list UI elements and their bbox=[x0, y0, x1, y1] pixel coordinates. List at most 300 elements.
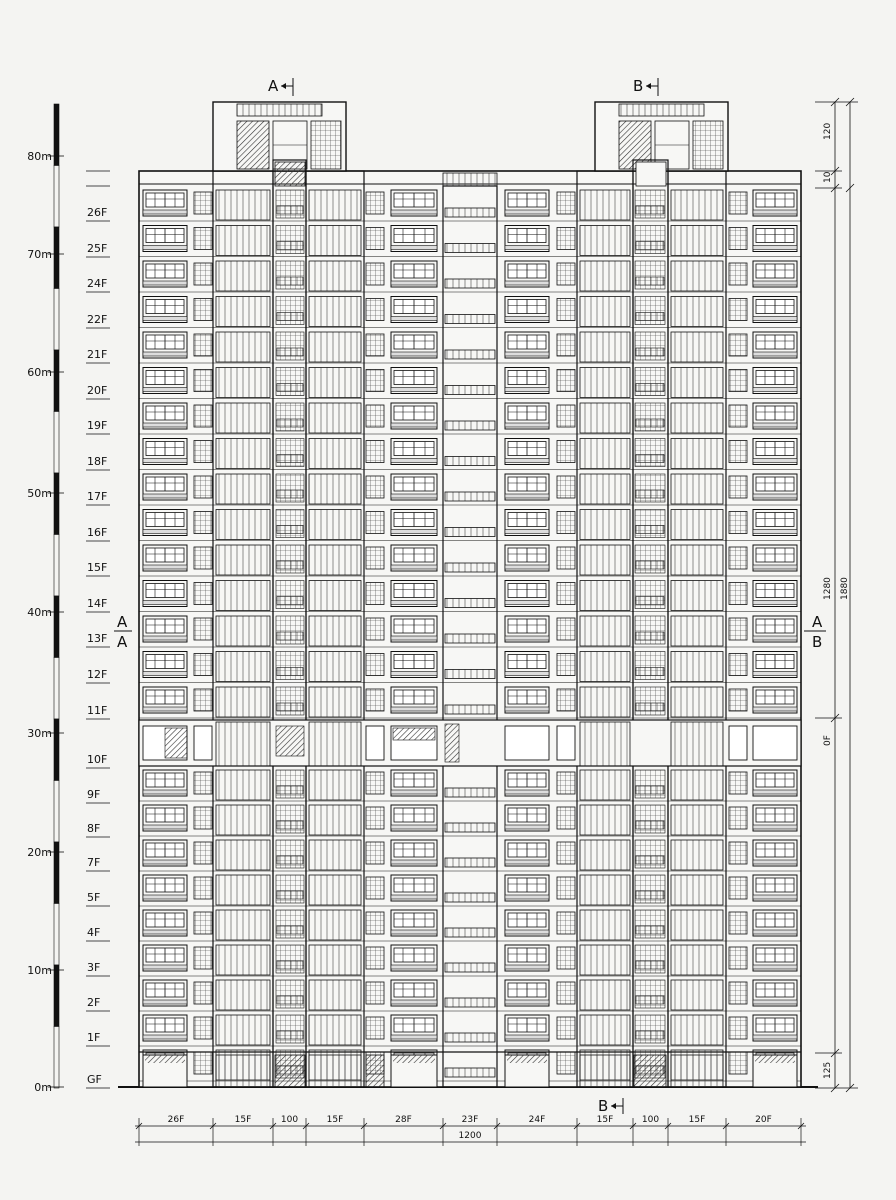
balcony-rail bbox=[391, 281, 437, 285]
small-window bbox=[194, 842, 212, 864]
facade-panel bbox=[216, 474, 270, 504]
scale-segment bbox=[54, 904, 59, 966]
balcony-rail bbox=[143, 636, 187, 640]
facade-panel bbox=[216, 439, 270, 469]
balcony-rail bbox=[391, 459, 437, 463]
facade-panel bbox=[580, 190, 630, 220]
small-window bbox=[729, 1017, 747, 1039]
floor-label: 22F bbox=[87, 313, 108, 326]
floor-label: 17F bbox=[87, 490, 108, 503]
core-balcony bbox=[445, 528, 495, 537]
floor-label: 26F bbox=[87, 206, 108, 219]
facade-panel bbox=[216, 332, 270, 362]
rooftop-structure bbox=[595, 102, 728, 171]
facade-panel bbox=[580, 510, 630, 540]
small-window bbox=[729, 772, 747, 794]
floor-label: 13F bbox=[87, 632, 108, 645]
facade-panel bbox=[216, 226, 270, 256]
facade-panel bbox=[580, 687, 630, 717]
scale-segment bbox=[54, 965, 59, 1027]
facade-panel bbox=[580, 875, 630, 905]
facade-panel bbox=[216, 770, 270, 800]
facade-panel bbox=[580, 403, 630, 433]
core-balcony bbox=[445, 823, 495, 832]
small-window bbox=[194, 476, 212, 498]
scale-segment bbox=[54, 289, 59, 351]
small-window bbox=[194, 441, 212, 463]
svg-text:B: B bbox=[633, 77, 644, 95]
facade-panel bbox=[216, 616, 270, 646]
facade-panel bbox=[309, 687, 361, 717]
small-window bbox=[194, 1017, 212, 1039]
facade-panel bbox=[580, 297, 630, 327]
small-window bbox=[194, 807, 212, 829]
balcony-rail bbox=[753, 388, 797, 392]
dim-lower-label: 0F bbox=[823, 735, 833, 746]
small-window bbox=[729, 1052, 747, 1074]
small-window bbox=[557, 689, 575, 711]
balcony-rail bbox=[505, 860, 549, 864]
small-window bbox=[194, 370, 212, 392]
balcony-rail bbox=[143, 352, 187, 356]
balcony-rail bbox=[505, 494, 549, 498]
dim-middle-label: 1280 bbox=[823, 577, 833, 600]
floor-label: 14F bbox=[87, 597, 108, 610]
balcony-rail bbox=[505, 388, 549, 392]
small-window bbox=[194, 982, 212, 1004]
floor-label: 24F bbox=[87, 277, 108, 290]
small-window bbox=[557, 1017, 575, 1039]
svg-text:B: B bbox=[598, 1097, 609, 1115]
balcony-rail bbox=[391, 1035, 437, 1039]
small-window bbox=[557, 947, 575, 969]
balcony-rail bbox=[505, 565, 549, 569]
balcony-rail bbox=[505, 790, 549, 794]
svg-text:A: A bbox=[117, 633, 128, 651]
small-window bbox=[729, 547, 747, 569]
balcony-rail bbox=[753, 494, 797, 498]
facade-panel bbox=[309, 805, 361, 835]
floor-label: GF bbox=[87, 1073, 102, 1086]
dim-label: 23F bbox=[461, 1115, 479, 1125]
balcony-rail bbox=[143, 672, 187, 676]
facade-panel bbox=[309, 261, 361, 291]
core-balcony bbox=[445, 315, 495, 324]
balcony-rail bbox=[505, 281, 549, 285]
balcony-rail bbox=[143, 860, 187, 864]
balcony-rail bbox=[391, 1000, 437, 1004]
facade-panel bbox=[671, 1015, 723, 1045]
small-window bbox=[366, 877, 384, 899]
facade-panel bbox=[309, 297, 361, 327]
floor-label: 8F bbox=[87, 822, 101, 835]
center-roof bbox=[443, 173, 497, 186]
rooftop-structure bbox=[213, 102, 346, 171]
scale-segment bbox=[54, 166, 59, 228]
facade-panel bbox=[216, 581, 270, 611]
scale-label: 30m bbox=[27, 727, 52, 740]
balcony-rail bbox=[391, 565, 437, 569]
facade-panel bbox=[671, 805, 723, 835]
scale-bar bbox=[54, 104, 59, 1088]
facade-panel bbox=[216, 1015, 270, 1045]
facade-panel bbox=[580, 616, 630, 646]
facade-panel bbox=[309, 980, 361, 1010]
core-balcony bbox=[445, 492, 495, 501]
balcony-rail bbox=[143, 707, 187, 711]
facade-panel bbox=[671, 332, 723, 362]
scale-segment bbox=[54, 596, 59, 658]
core-balcony bbox=[445, 244, 495, 253]
small-window bbox=[194, 689, 212, 711]
section-marker-bottom bbox=[598, 1097, 623, 1115]
balcony-rail bbox=[143, 565, 187, 569]
balcony-rail bbox=[143, 388, 187, 392]
small-window bbox=[729, 842, 747, 864]
small-window bbox=[557, 299, 575, 321]
balcony-rail bbox=[143, 930, 187, 934]
scale-segment bbox=[54, 535, 59, 597]
facade-panel bbox=[216, 687, 270, 717]
small-window bbox=[557, 228, 575, 250]
small-window bbox=[729, 807, 747, 829]
small-window bbox=[729, 263, 747, 285]
core-balcony bbox=[445, 563, 495, 572]
dim-label: 15F bbox=[234, 1115, 252, 1125]
small-window bbox=[194, 772, 212, 794]
small-window bbox=[194, 334, 212, 356]
balcony-rail bbox=[391, 965, 437, 969]
small-window bbox=[194, 405, 212, 427]
floor-label: 2F bbox=[87, 996, 101, 1009]
floor-label: 4F bbox=[87, 926, 101, 939]
balcony-rail bbox=[505, 965, 549, 969]
scale-label: 60m bbox=[27, 366, 52, 379]
scale-segment bbox=[54, 227, 59, 289]
facade-panel bbox=[309, 945, 361, 975]
small-window bbox=[729, 689, 747, 711]
small-window bbox=[729, 512, 747, 534]
balcony-rail bbox=[391, 860, 437, 864]
small-window bbox=[366, 947, 384, 969]
balcony-rail bbox=[391, 352, 437, 356]
facade-panel bbox=[309, 474, 361, 504]
section-marker-right bbox=[804, 613, 826, 651]
scale-label: 10m bbox=[27, 964, 52, 977]
balcony-rail bbox=[753, 565, 797, 569]
dim-overall-label: 1880 bbox=[840, 577, 850, 600]
balcony-rail bbox=[753, 860, 797, 864]
small-window bbox=[557, 877, 575, 899]
facade-panel bbox=[580, 581, 630, 611]
facade-panel bbox=[216, 840, 270, 870]
small-window bbox=[729, 228, 747, 250]
facade-panel bbox=[671, 297, 723, 327]
core-balcony bbox=[445, 421, 495, 430]
balcony-rail bbox=[753, 930, 797, 934]
facade-panel bbox=[580, 332, 630, 362]
scale-segment bbox=[54, 473, 59, 535]
small-window bbox=[366, 842, 384, 864]
small-window bbox=[557, 547, 575, 569]
small-window bbox=[366, 807, 384, 829]
small-window bbox=[366, 441, 384, 463]
svg-text:A: A bbox=[812, 613, 823, 631]
balcony-rail bbox=[143, 790, 187, 794]
small-window bbox=[366, 689, 384, 711]
facade-panel bbox=[309, 910, 361, 940]
facade-panel bbox=[580, 652, 630, 682]
dim-label: 15F bbox=[326, 1115, 344, 1125]
facade-panel bbox=[671, 190, 723, 220]
right-dimension-lines bbox=[815, 98, 858, 1092]
balcony-rail bbox=[143, 965, 187, 969]
small-window bbox=[366, 299, 384, 321]
balcony-rail bbox=[753, 1035, 797, 1039]
balcony-rail bbox=[753, 895, 797, 899]
facade-panel bbox=[216, 805, 270, 835]
small-window bbox=[366, 512, 384, 534]
balcony-rail bbox=[143, 1000, 187, 1004]
balcony-rail bbox=[391, 707, 437, 711]
balcony-rail bbox=[753, 317, 797, 321]
small-window bbox=[366, 334, 384, 356]
balcony-rail bbox=[505, 1035, 549, 1039]
small-window bbox=[366, 982, 384, 1004]
section-marker-left bbox=[114, 613, 132, 651]
small-window bbox=[557, 583, 575, 605]
core-balcony bbox=[445, 963, 495, 972]
scale-segment bbox=[54, 412, 59, 474]
scale-label: 40m bbox=[27, 606, 52, 619]
facade-panel bbox=[309, 1015, 361, 1045]
floor-label: 19F bbox=[87, 419, 108, 432]
facade-panel bbox=[671, 261, 723, 291]
core-balcony bbox=[445, 670, 495, 679]
facade-panel bbox=[671, 510, 723, 540]
floor-label: 21F bbox=[87, 348, 108, 361]
entrance bbox=[634, 1055, 666, 1087]
small-window bbox=[194, 547, 212, 569]
facade-panel bbox=[580, 439, 630, 469]
facade-panel bbox=[216, 297, 270, 327]
small-window bbox=[366, 654, 384, 676]
small-window bbox=[557, 441, 575, 463]
facade-panel bbox=[671, 616, 723, 646]
small-window bbox=[729, 441, 747, 463]
floor-label: 3F bbox=[87, 961, 101, 974]
small-window bbox=[729, 192, 747, 214]
facade-panel bbox=[309, 616, 361, 646]
small-window bbox=[366, 228, 384, 250]
balcony-rail bbox=[505, 459, 549, 463]
facade-panel bbox=[309, 226, 361, 256]
balcony-rail bbox=[143, 601, 187, 605]
balcony-rail bbox=[143, 246, 187, 250]
balcony-rail bbox=[391, 530, 437, 534]
scale-segment bbox=[54, 1027, 59, 1089]
facade-panel bbox=[580, 226, 630, 256]
small-window bbox=[557, 842, 575, 864]
balcony-rail bbox=[753, 707, 797, 711]
balcony-rail bbox=[143, 895, 187, 899]
facade-panel bbox=[671, 875, 723, 905]
core-balcony bbox=[445, 893, 495, 902]
floor-label: 25F bbox=[87, 242, 108, 255]
balcony-rail bbox=[391, 930, 437, 934]
facade-panel bbox=[216, 875, 270, 905]
facade-panel bbox=[216, 261, 270, 291]
mid-level-band bbox=[139, 720, 801, 766]
dim-second-label: 10 bbox=[823, 171, 833, 183]
balcony-rail bbox=[391, 246, 437, 250]
facade-panel bbox=[309, 190, 361, 220]
core-balcony bbox=[445, 279, 495, 288]
facade-panel bbox=[216, 910, 270, 940]
core-balcony bbox=[445, 634, 495, 643]
facade-panel bbox=[216, 190, 270, 220]
floor-label: 7F bbox=[87, 856, 101, 869]
scale-label: 20m bbox=[27, 846, 52, 859]
dim-label: 15F bbox=[688, 1115, 706, 1125]
small-window bbox=[557, 263, 575, 285]
small-window bbox=[729, 877, 747, 899]
dim-label: 28F bbox=[395, 1115, 412, 1125]
core-balcony bbox=[445, 998, 495, 1007]
small-window bbox=[557, 370, 575, 392]
dim-label: 26F bbox=[167, 1115, 185, 1125]
small-window bbox=[194, 654, 212, 676]
small-window bbox=[729, 299, 747, 321]
facade-panel bbox=[580, 945, 630, 975]
balcony-rail bbox=[391, 895, 437, 899]
small-window bbox=[366, 912, 384, 934]
balcony-rail bbox=[753, 790, 797, 794]
facade-panel bbox=[671, 403, 723, 433]
small-window bbox=[729, 654, 747, 676]
facade-panel bbox=[671, 910, 723, 940]
svg-text:B: B bbox=[812, 633, 823, 651]
small-window bbox=[557, 476, 575, 498]
balcony-rail bbox=[753, 423, 797, 427]
facade-panel bbox=[580, 261, 630, 291]
entrance bbox=[366, 1055, 384, 1087]
balcony-rail bbox=[505, 210, 549, 214]
facade-panel bbox=[580, 910, 630, 940]
dim-bottom-label: 125 bbox=[823, 1061, 833, 1079]
small-window bbox=[729, 405, 747, 427]
facade-panel bbox=[671, 581, 723, 611]
scale-segment bbox=[54, 781, 59, 843]
small-window bbox=[366, 476, 384, 498]
balcony-rail bbox=[753, 246, 797, 250]
small-window bbox=[366, 772, 384, 794]
facade-panel bbox=[580, 980, 630, 1010]
balcony-rail bbox=[753, 352, 797, 356]
balcony-rail bbox=[391, 423, 437, 427]
balcony-rail bbox=[143, 459, 187, 463]
floor-labels bbox=[86, 171, 110, 1088]
small-window bbox=[729, 583, 747, 605]
facade-panel bbox=[309, 403, 361, 433]
balcony-rail bbox=[505, 1000, 549, 1004]
balcony-rail bbox=[143, 494, 187, 498]
small-window bbox=[366, 547, 384, 569]
facade-panel bbox=[671, 840, 723, 870]
balcony-rail bbox=[391, 825, 437, 829]
small-window bbox=[729, 947, 747, 969]
core-balcony bbox=[445, 1033, 495, 1042]
stair-head bbox=[275, 162, 305, 186]
facade-panel bbox=[580, 805, 630, 835]
floor-label: 18F bbox=[87, 455, 108, 468]
balcony-rail bbox=[753, 965, 797, 969]
facade-panel bbox=[309, 510, 361, 540]
balcony-rail bbox=[505, 895, 549, 899]
balcony-rail bbox=[391, 388, 437, 392]
balcony-rail bbox=[505, 530, 549, 534]
balcony-rail bbox=[753, 530, 797, 534]
balcony-rail bbox=[505, 601, 549, 605]
core-balcony bbox=[445, 1068, 495, 1077]
svg-text:A: A bbox=[268, 77, 279, 95]
scale-segment bbox=[54, 350, 59, 412]
balcony-rail bbox=[505, 317, 549, 321]
scale-segment bbox=[54, 719, 59, 781]
core-balcony bbox=[445, 599, 495, 608]
facade-panel bbox=[216, 652, 270, 682]
small-window bbox=[557, 807, 575, 829]
facade-panel bbox=[580, 840, 630, 870]
balcony-rail bbox=[505, 825, 549, 829]
section-marker-top-right bbox=[633, 77, 658, 96]
balcony-rail bbox=[143, 530, 187, 534]
balcony-rail bbox=[753, 459, 797, 463]
facade-panel bbox=[671, 368, 723, 398]
facade-panel bbox=[309, 439, 361, 469]
facade-panel bbox=[671, 945, 723, 975]
facade-panel bbox=[671, 687, 723, 717]
balcony-rail bbox=[753, 210, 797, 214]
scale-segment bbox=[54, 658, 59, 720]
balcony-rail bbox=[505, 423, 549, 427]
small-window bbox=[194, 877, 212, 899]
balcony-rail bbox=[391, 672, 437, 676]
section-marker-top-left bbox=[268, 77, 293, 96]
balcony-rail bbox=[753, 281, 797, 285]
balcony-rail bbox=[753, 672, 797, 676]
balcony-rail bbox=[143, 317, 187, 321]
floor-label: 11F bbox=[87, 704, 108, 717]
floor-label: 12F bbox=[87, 668, 108, 681]
core-balcony bbox=[445, 386, 495, 395]
floor-label: 20F bbox=[87, 384, 108, 397]
facade-panel bbox=[309, 770, 361, 800]
facade-panel bbox=[580, 770, 630, 800]
facade-panel bbox=[671, 226, 723, 256]
small-window bbox=[557, 772, 575, 794]
small-window bbox=[194, 192, 212, 214]
dim-top-label: 120 bbox=[823, 122, 833, 140]
facade-panel bbox=[671, 652, 723, 682]
small-window bbox=[729, 618, 747, 640]
balcony-rail bbox=[143, 210, 187, 214]
balcony-rail bbox=[391, 636, 437, 640]
small-window bbox=[366, 1017, 384, 1039]
core-balcony bbox=[445, 350, 495, 359]
small-window bbox=[366, 192, 384, 214]
balcony-rail bbox=[391, 317, 437, 321]
